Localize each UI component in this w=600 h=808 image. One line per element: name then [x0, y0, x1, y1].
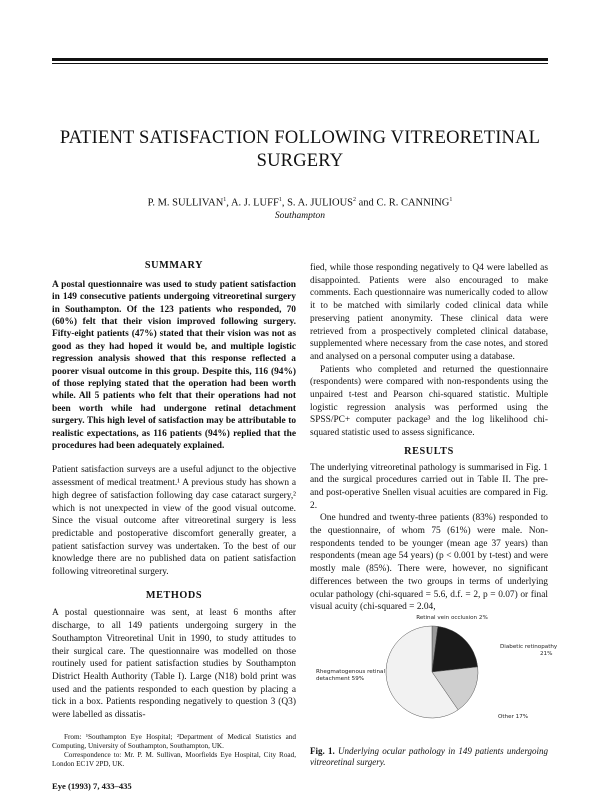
pie-slice	[432, 626, 478, 672]
footnote	[52, 733, 296, 769]
right-column	[310, 262, 548, 614]
pie-slice-label: Retinal vein occlusion 2%	[416, 615, 488, 621]
author-affiliation-mark: 1	[223, 197, 227, 203]
footnote-correspondence: Correspondence to: Mr. P. M. Sullivan, Moorfields Eye Hospital, City Road, London EC1V 2PD, UK.	[52, 751, 296, 768]
pie-slice-label: Diabetic retinopathy 21%	[500, 644, 558, 657]
journal-reference: Eye (1993) 7, 433–435	[52, 781, 132, 791]
results-paragraph-2: One hundred and twenty-three patients (83%) responded to the questionnaire, of whom 75 (61%) were male. Non-respondents tended to be younger (mean age 37 years) than respondents (mean age 54 years) (p < 0.001 by t-test) and were mostly male (85%). There were, however, no significant differences between the two groups in terms of underlying ocular pathology (chi-squared = 5.6, d.f. = 2, p = 0.07) or final visual acuity (chi-squared = 2.04,	[310, 513, 548, 613]
figure-label: Fig. 1.	[310, 746, 335, 756]
author-separator: ,	[226, 197, 231, 209]
figure-caption-text: Underlying ocular pathology in 149 patients undergoing vitreoretinal surgery.	[310, 746, 548, 767]
footnote-from: From: ¹Southampton Eye Hospital; ²Department of Medical Statistics and Computing, University of Southampton, Southampton, UK.	[52, 733, 296, 750]
author-affiliation-mark: 1	[278, 197, 282, 203]
author-line	[52, 197, 548, 209]
article-title: PATIENT SATISFACTION FOLLOWING VITREORETINAL SURGERY	[59, 128, 541, 171]
figure-caption	[310, 746, 548, 768]
summary-heading: SUMMARY	[144, 260, 204, 271]
author-separator: ,	[281, 197, 288, 209]
left-column	[52, 260, 296, 722]
methods-continued: fied, while those responding negatively to Q4 were labelled as disappointed. Patients were also encouraged to make comments. Each questionnaire was numerically coded to allow it to be matched with similarly coded clinical data while preserving patient anonymity. These clinical data were retrieved from a prospectively completed clinical database, supplemented where necessary from the case notes, and stored and analysed on a personal computer using a database.	[310, 263, 548, 362]
results-paragraph-1: The underlying vitreoretinal pathology is summarised in Fig. 1 and the surgical procedures carried out in Table II. The pre- and post-operative Snellen visual acuities are compared in Fig. 2.	[310, 462, 548, 511]
pie-slice-label: Rhegmatogenous retinal detachment 59%	[316, 669, 386, 682]
affiliation: Southampton	[274, 211, 326, 221]
summary-text: A postal questionnaire was used to study patient satisfaction in 149 consecutive patients undergoing vitreoretinal surgery in Southampton. Of the 123 patients who responded, 70 (60%) felt that their vision improved following surgery. Fifty-eight patients (47%) stated that their vision was not as good as they had hoped it would be, and multiple logistic regression analysis showed that this response reflected a poorer visual outcome in this group. Despite this, 116 (94%) of those replying stated that the operation had been worth while. All 5 patients who felt that their operations had not been worth while had undergone retinal detachment surgery. This high level of satisfaction may be attributable to realistic expectations, as 116 patients (94%) replied that the procedures had been adequately explained.	[52, 279, 296, 451]
author-affiliation-mark: 2	[353, 197, 357, 203]
author-separator: and	[356, 197, 377, 209]
methods-heading: METHODS	[145, 589, 203, 601]
author-name: A. J. LUFF	[230, 197, 279, 209]
intro-text: Patient satisfaction surveys are a useful adjunct to the objective assessment of medical treatment.¹ A previous study has shown a high degree of satisfaction following day case cataract surgery,² which is not unexpected in view of the good visual outcome. Since the visual outcome after vitreoretinal surgery is less predictable and postoperative discomfort generally greater, a patient satisfaction survey was undertaken. To the best of our knowledge there are no published data on patient satisfaction following vitreoretinal surgery.	[52, 465, 296, 578]
author-name: S. A. JULIOUS	[287, 197, 354, 209]
methods-statistics: Patients who completed and returned the questionnaire (respondents) were compared with non-respondents using the unpaired t-test and Pearson chi-squared statistic. Multiple logistic regression analysis was performed using the SPSS/PC+ computer package³ and the log likelihood chi-squared statistic used to assess significance.	[310, 364, 548, 439]
author-name: C. R. CANNING	[376, 197, 450, 209]
methods-text: A postal questionnaire was sent, at least 6 months after discharge, to all 149 patients undergoing surgery in the Southampton Vitreoretinal Unit in 1990, to study attitudes to their surgical care. The questionnaire was modelled on those routinely used for patient satisfaction studies by Southampton District Health Authority (Table I). Large (N18) bold print was used and the patients responded to each question by placing a tick in a box. Patients responding negatively to question 3 (Q3) were labelled as dissatis-	[52, 608, 296, 721]
author-affiliation-mark: 1	[449, 197, 453, 203]
pathology-pie-chart	[310, 610, 558, 735]
top-rule-thick	[52, 58, 548, 61]
results-heading: RESULTS	[404, 445, 454, 457]
top-rule-thin	[52, 63, 548, 64]
author-name: P. M. SULLIVAN	[147, 197, 224, 209]
pie-slice-label: Other 17%	[498, 714, 529, 720]
